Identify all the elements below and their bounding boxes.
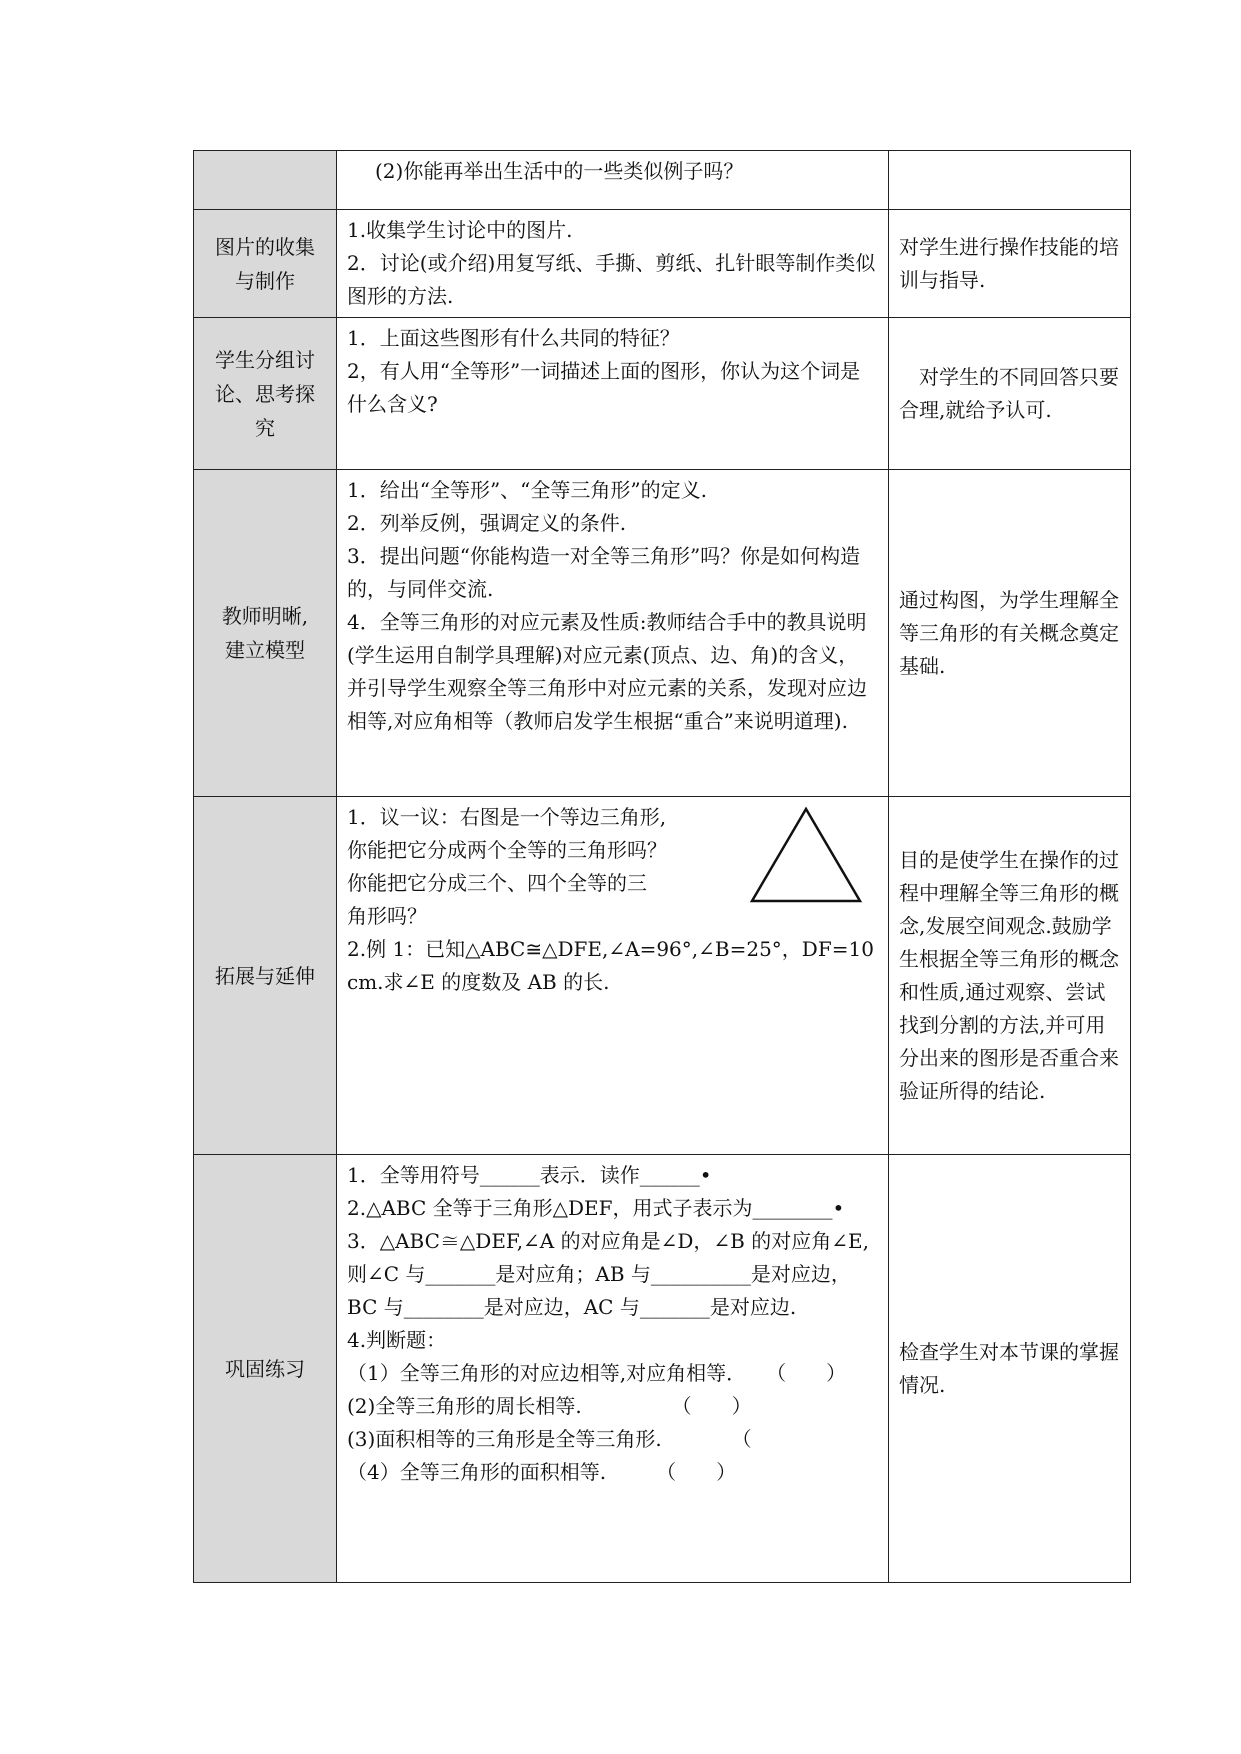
- equilateral-triangle-figure: [748, 805, 864, 905]
- activity-line: 你能把它分成两个全等的三角形吗？: [347, 838, 667, 862]
- intent-text: 对学生进行操作技能的培训与指导.: [899, 234, 1119, 292]
- activity-line: 2．列举反例，强调定义的条件.: [347, 511, 627, 535]
- intent-text: 目的是使学生在操作的过程中理解全等三角形的概念,发展空间观念.鼓励学生根据全等三角形的概念和性质,通过观察、尝试找到分割的方法,并可用分出来的图形是否重合来验证所得的结论.: [899, 847, 1119, 1103]
- intent-cell: [889, 797, 1131, 1155]
- activity-line: 1．上面这些图形有什么共同的特征？: [347, 326, 680, 350]
- stage-label: 巩固练习: [225, 1356, 305, 1381]
- intent-cell: [889, 318, 1131, 470]
- activity-cell: [337, 210, 889, 318]
- table-row: [194, 797, 1131, 1155]
- activity-line: 1．给出“全等形”、“全等三角形”的定义.: [347, 478, 707, 502]
- activity-line: 1．议一议：右图是一个等边三角形,: [347, 805, 667, 829]
- activity-line: 2.例 1：已知△ABC≅△DFE,∠A=96°,∠B=25°，DF=10 cm.求∠E 的度数及 AB 的长.: [347, 937, 874, 994]
- activity-line: 4．全等三角形的对应元素及性质:教师结合手中的教具说明(学生运用自制学具理解)对应元素(顶点、边、角)的含义，并引导学生观察全等三角形中对应元素的关系，发现对应边相等,对应角相等（教师启发学生根据“重合”来说明道理).: [347, 610, 867, 733]
- stage-label: 学生分组讨论、思考探究: [215, 347, 315, 440]
- table-row: [194, 1155, 1131, 1583]
- stage-label: 拓展与延伸: [215, 963, 315, 988]
- stage-label-cell: [194, 470, 337, 797]
- activity-line: (3)面积相等的三角形是全等三角形. （: [347, 1427, 752, 1451]
- stage-label-cell: [194, 797, 337, 1155]
- stage-label: 图片的收集与制作: [215, 234, 315, 293]
- table-row: [194, 318, 1131, 470]
- figure-area: [347, 801, 878, 933]
- intent-text: 检查学生对本节课的掌握情况.: [899, 1339, 1119, 1397]
- table-row: [194, 210, 1131, 318]
- activity-line: (2)全等三角形的周长相等. （ ）: [347, 1394, 752, 1418]
- activity-line: 你能把它分成三个、四个全等的三: [347, 871, 647, 895]
- intent-text: 通过构图，为学生理解全等三角形的有关概念奠定基础.: [899, 587, 1119, 678]
- activity-line: 2．讨论(或介绍)用复写纸、手撕、剪纸、扎针眼等制作类似图形的方法.: [347, 251, 876, 308]
- activity-line: （1）全等三角形的对应边相等,对应角相等． （ ）: [347, 1361, 847, 1385]
- activity-cell: [337, 318, 889, 470]
- intent-cell: [889, 470, 1131, 797]
- lesson-plan-table: [193, 150, 1131, 1583]
- table-row: [194, 470, 1131, 797]
- activity-cell: [337, 797, 889, 1155]
- activity-line: 1．全等用符号______表示．读作______•: [347, 1163, 712, 1187]
- intent-cell: [889, 210, 1131, 318]
- activity-line: （4）全等三角形的面积相等. （ ）: [347, 1460, 737, 1484]
- activity-line: 1.收集学生讨论中的图片.: [347, 218, 573, 242]
- activity-line: 2，有人用“全等形”一词描述上面的图形，你认为这个词是什么含义?: [347, 359, 861, 416]
- stage-label-cell: [194, 1155, 337, 1583]
- activity-cell: [337, 1155, 889, 1583]
- activity-line: 2.△ABC 全等于三角形△DEF，用式子表示为________•: [347, 1196, 845, 1220]
- activity-line: 4.判断题：: [347, 1328, 447, 1352]
- activity-cell: [337, 470, 889, 797]
- activity-line: 角形吗？: [347, 904, 427, 928]
- activity-line: (2)你能再举出生活中的一些类似例子吗？: [375, 159, 744, 183]
- stage-label-cell: [194, 151, 337, 210]
- stage-label: 教师明晰,建立模型: [221, 604, 309, 662]
- stage-label-cell: [194, 210, 337, 318]
- intent-cell: [889, 1155, 1131, 1583]
- table-row: [194, 151, 1131, 210]
- intent-text: 对学生的不同回答只要合理,就给予认可.: [899, 364, 1119, 422]
- intent-cell: [889, 151, 1131, 210]
- activity-line: 3．△ABC≅△DEF,∠A 的对应角是∠D，∠B 的对应角∠E,则∠C 与_______是对应角；AB 与__________是对应边，BC 与________是对应边，AC 与_______是对应边.: [347, 1229, 869, 1319]
- stage-label-cell: [194, 318, 337, 470]
- activity-cell: [337, 151, 889, 210]
- activity-line: 3．提出问题“你能构造一对全等三角形”吗？你是如何构造的，与同伴交流.: [347, 544, 861, 601]
